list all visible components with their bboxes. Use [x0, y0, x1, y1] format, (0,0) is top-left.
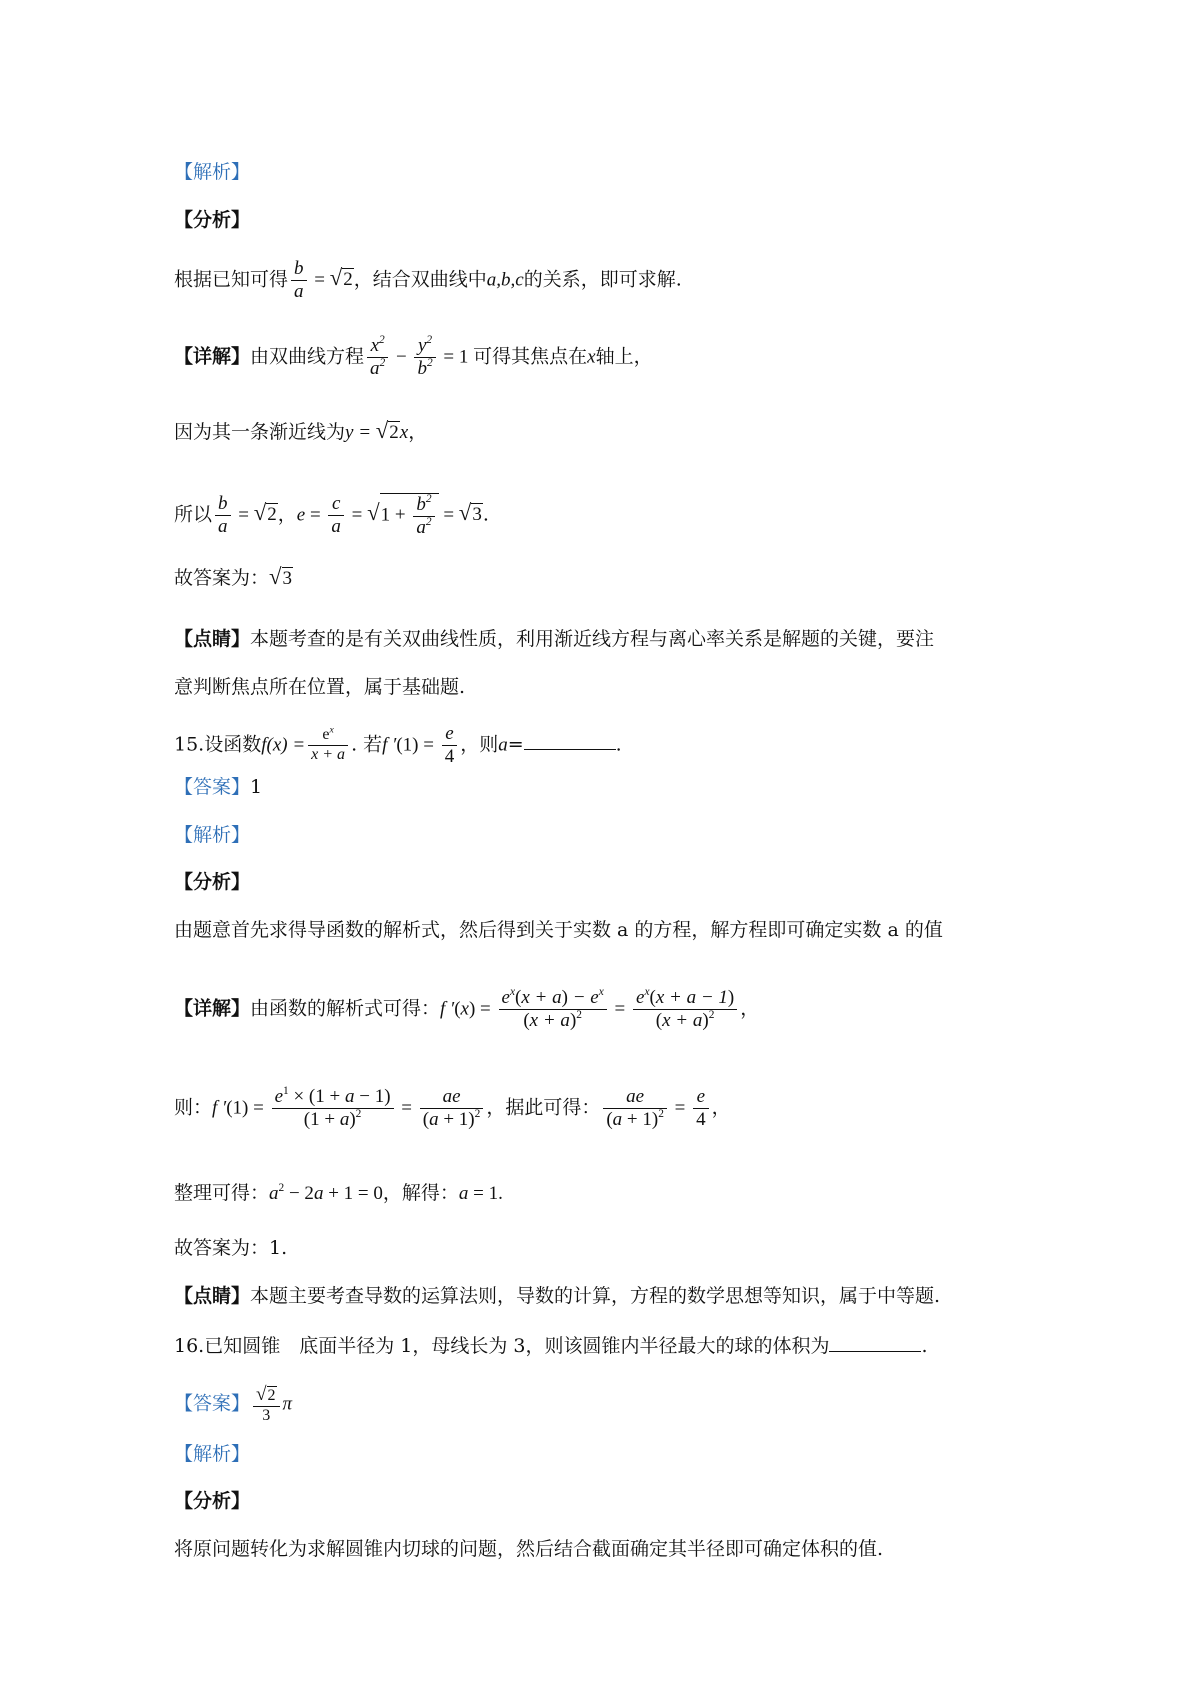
fraction-b-over-a: $\frac{b}{a}$: [291, 258, 307, 303]
asymptote-line: 因为其一条渐近线为y = √2x，: [174, 418, 428, 443]
xiangjie-line: 【详解】由双曲线方程 $\frac{x^2}{a^2}$ − $\frac{y^2}{b^2}$ = 1 可得其焦点在x轴上，: [174, 334, 653, 379]
eccentricity-line: 所以 $\frac{b}{a}$ = √2，e = $\frac{c}{a}$ = √1 + $\frac{b^2}{a^2}$ = √3.: [174, 493, 489, 538]
q14-dianjing-line1: 【点睛】本题考查的是有关双曲线性质，利用渐近线方程与离心率关系是解题的关键，要注: [174, 628, 935, 650]
sqrt-2: √2: [329, 265, 353, 291]
q16-fenxi-text: 将原问题转化为求解圆锥内切球的问题，然后结合截面确定其半径即可确定体积的值.: [174, 1538, 884, 1560]
q16-question: 16.已知圆锥 底面半径为 1，母线长为 3，则该圆锥内半径最大的球的体积为 .: [174, 1335, 928, 1357]
q14-answer-line: 故答案为：√3: [174, 564, 293, 589]
q15-question: 15.设函数f(x) = $\frac{e^x}{x + a}$ . 若f ′(1) = $\frac{e}{4}$ ，则a= .: [174, 723, 622, 767]
fraction-x2-a2: $\frac{x^2}{a^2}$: [367, 335, 388, 380]
q15-xiangjie-line: 【详解】由函数的解析式可得：f ′(x) = $\frac{e^x(x + a) - e^x}{(x + a)^2}$ = $\frac{e^x(x + a - 1)}{(x + a)^2}$ ，: [174, 986, 760, 1031]
fraction-y2-b2: $\frac{y^2}{b^2}$: [414, 335, 435, 380]
q15-fenxi-text: 由题意首先求得导函数的解析式，然后得到关于实数 a 的方程，解方程即可确定实数 a 的值: [174, 919, 943, 941]
q15-jiexi-tag: 【解析】: [174, 824, 251, 846]
fenxi-line: 根据已知可得 $\frac{b}{a}$ = √2，结合双曲线中a,b,c的关系，即可求解.: [174, 258, 682, 302]
q16-answer: 【答案】 $\frac{√2}{3}$ π: [174, 1384, 293, 1425]
q15-then-line: 则：f ′(1) = $\frac{e^1 \times (1 + a - 1)}{(1 + a)^2}$ = $\frac{ae}{(a + 1)^2}$ ，据此可得： $\frac{ae}{(a + 1)^2}$ = $\frac{e}{4}$ ，: [174, 1085, 731, 1130]
q14-dianjing-line2: 意判断焦点所在位置，属于基础题.: [174, 676, 466, 698]
q15-answer-final: 故答案为：1.: [174, 1237, 288, 1259]
q16-jiexi-tag: 【解析】: [174, 1443, 251, 1465]
jiexi-tag: 【解析】: [174, 161, 251, 183]
fraction-ex-over-x-plus-a: $\frac{e^x}{x + a}$: [308, 726, 348, 764]
answer-blank-q16[interactable]: [829, 1335, 921, 1352]
sqrt-1-plus-b2-a2: √1 + $\frac{b^2}{a^2}$: [367, 493, 438, 539]
q15-dianjing: 【点睛】本题主要考查导数的运算法则，导数的计算，方程的数学思想等知识，属于中等题.: [174, 1285, 941, 1307]
answer-blank[interactable]: [524, 733, 616, 750]
q16-fenxi-tag: 【分析】: [174, 1490, 251, 1512]
q15-fenxi-tag: 【分析】: [174, 871, 251, 893]
q15-answer: 【答案】1: [174, 776, 263, 798]
fenxi-tag: 【分析】: [174, 209, 251, 231]
q15-simplify-line: 整理可得：$a^2 - 2a + 1 = 0$，解得：a = 1.: [174, 1182, 503, 1204]
